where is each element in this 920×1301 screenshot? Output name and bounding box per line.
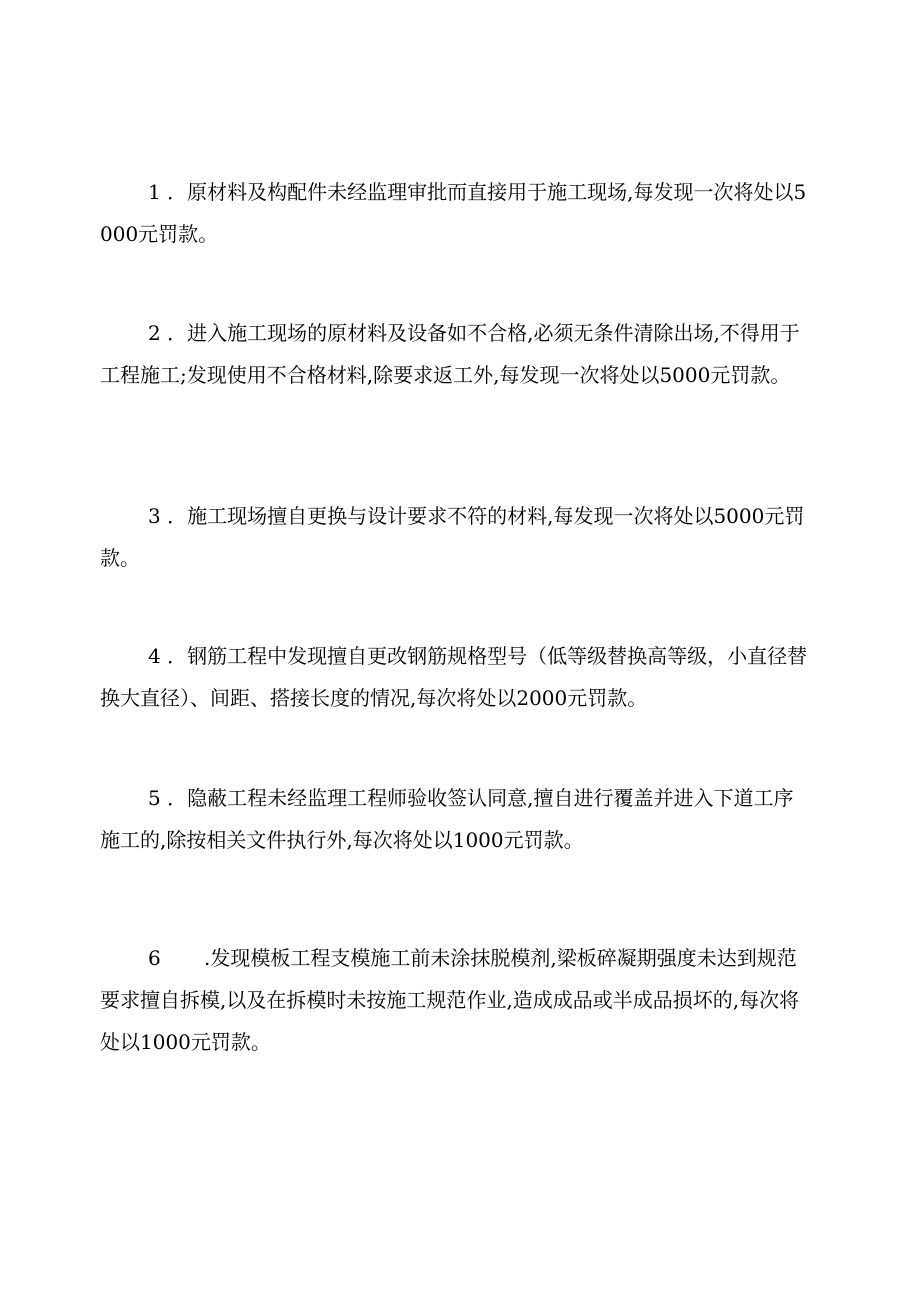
clause-text: ．隐蔽工程未经监理工程师验收签认同意,擅自进行覆盖并进入下道工序施工的,除按相关文件执行外,每次将处以1000元罚款。: [100, 786, 794, 852]
clause-number: 6: [148, 946, 161, 970]
clause-6: [100, 937, 812, 1063]
clause-number: 3: [148, 504, 161, 528]
clause-text: ．钢筋工程中发现擅自更改钢筋规格型号（低等级替换高等级，小直径替换大直径）、间距、搭接长度的情况,每次将处以2000元罚款。: [100, 644, 808, 710]
clause-1: [100, 171, 812, 255]
clause-number: 4: [148, 644, 161, 668]
clause-4: [100, 635, 812, 719]
clause-text: ．施工现场擅自更换与设计要求不符的材料,每发现一次将处以5000元罚款。: [100, 504, 805, 570]
clause-number: 5: [148, 786, 161, 810]
clause-5: [100, 777, 812, 861]
clause-text: ．原材料及构配件未经监理审批而直接用于施工现场,每发现一次将处以5000元罚款。: [100, 180, 807, 246]
clause-text: ．进入施工现场的原材料及设备如不合格,必须无条件清除出场,不得用于工程施工;发现使用不合格材料,除要求返工外,每发现一次将处以5000元罚款。: [100, 321, 800, 387]
clause-number: 2: [148, 321, 161, 345]
clause-text: .发现模板工程支模施工前未涂抹脱模剂,梁板碎凝期强度未达到规范要求擅自拆模,以及在拆模时未按施工规范作业,造成成品或半成品损坏的,每次将处以1000元罚款。: [100, 946, 800, 1054]
clause-3: [100, 495, 812, 579]
clause-2: [100, 312, 812, 396]
clause-number: 1: [148, 180, 161, 204]
